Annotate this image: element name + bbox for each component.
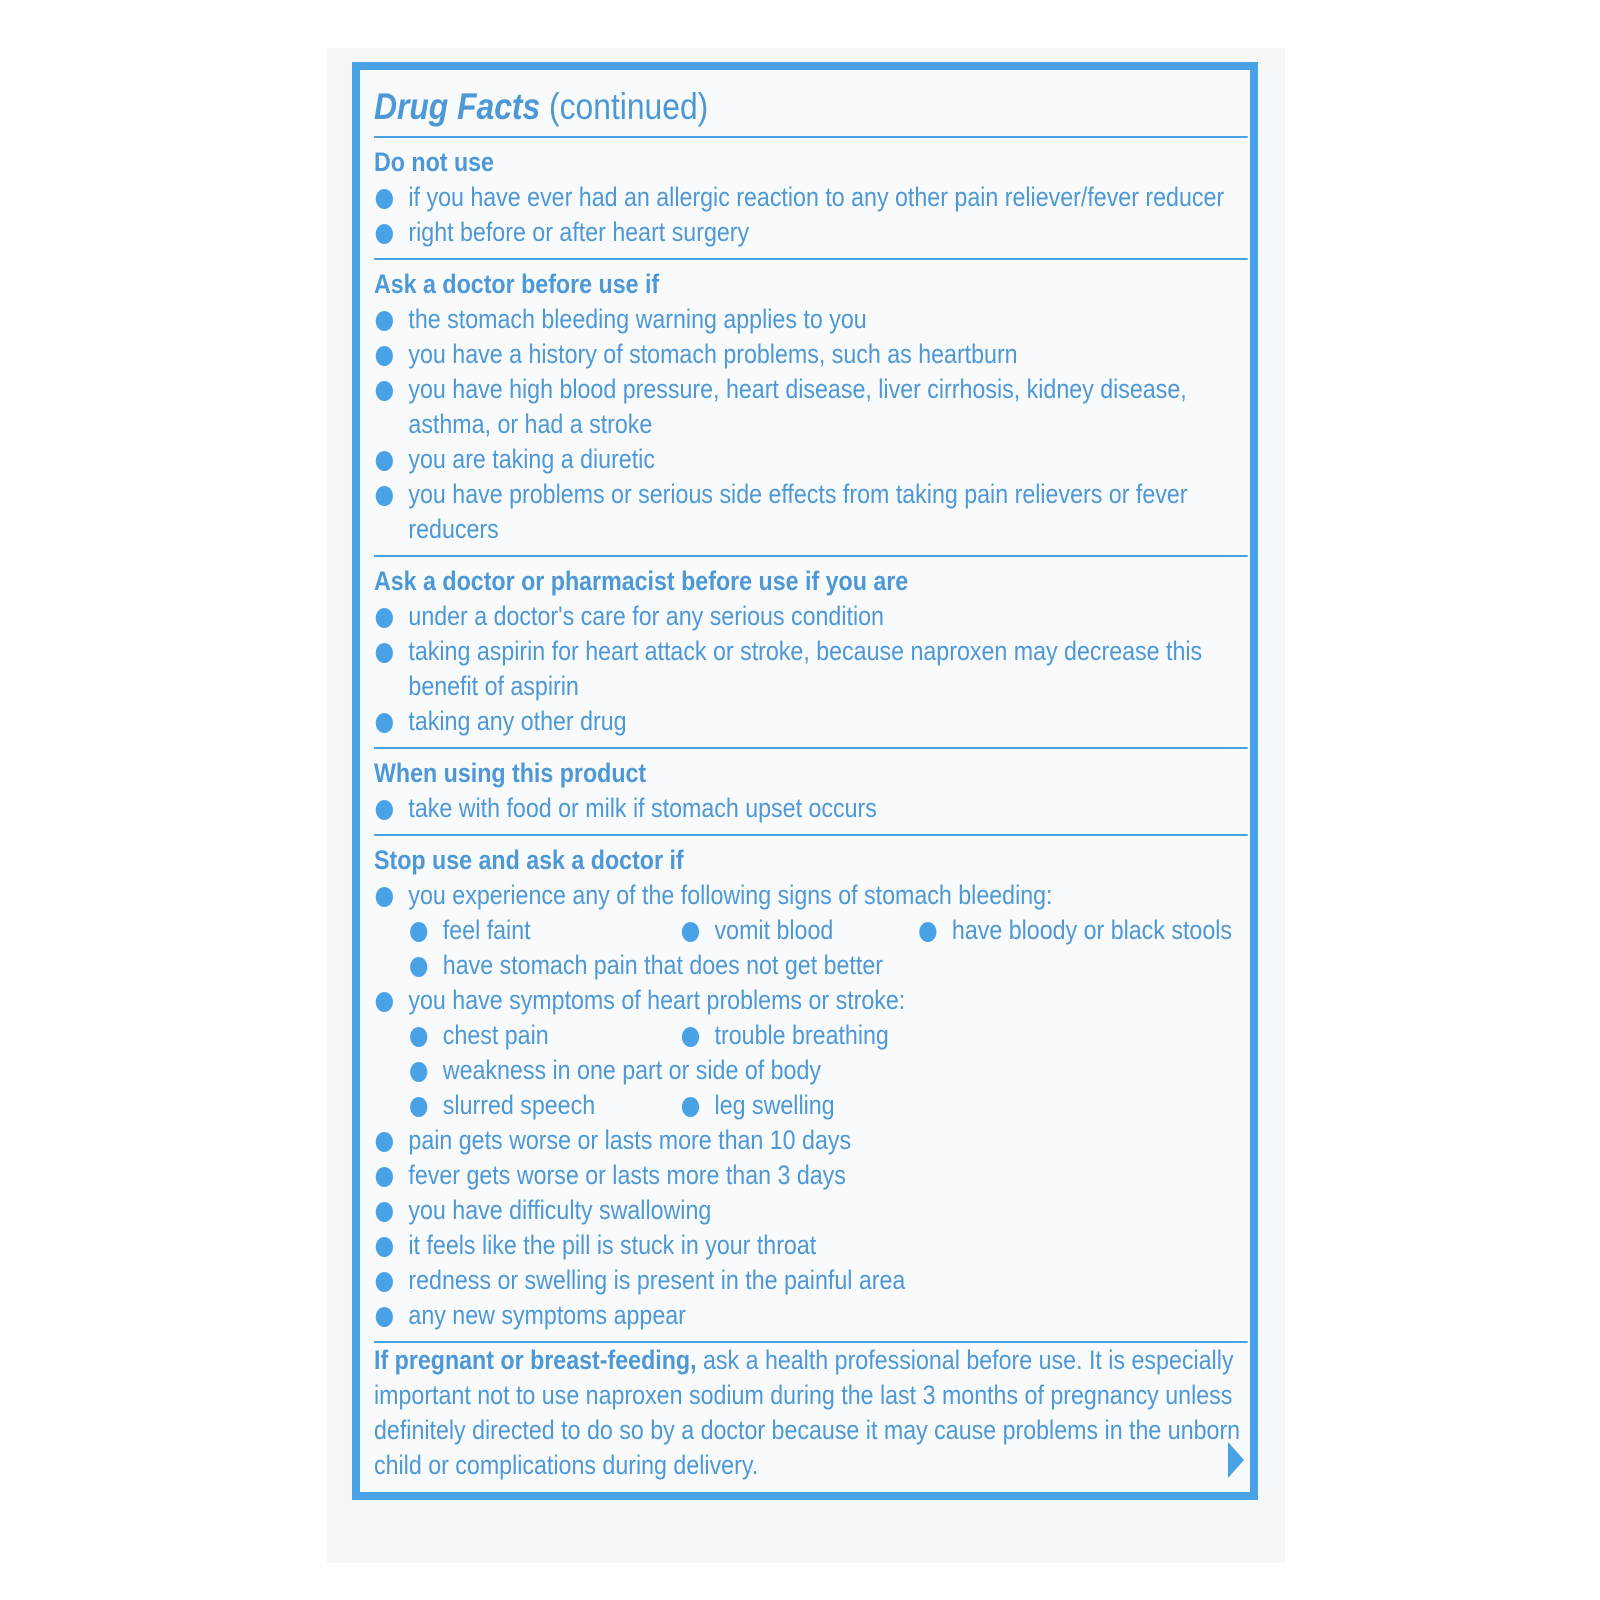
bullet-dot-icon — [682, 922, 699, 942]
bullet-dot-icon — [376, 451, 393, 471]
bullet-dot-icon — [376, 346, 393, 366]
bullet-dot-icon — [376, 1167, 393, 1187]
bullet-dot-icon — [682, 1097, 699, 1117]
item-text: any new symptoms appear — [408, 1300, 686, 1330]
drug-facts-content — [374, 84, 1248, 1491]
bullet-dot-icon — [376, 1272, 393, 1292]
pregnant-text: ask a health professional before use. It is especially important not to use naproxen sodium during the last 3 months of pregnancy unless definitely directed to do so by a doctor because it may cause problems in the unborn child or complications during delivery. — [374, 1345, 1241, 1480]
bullet-dot-icon — [410, 1097, 427, 1117]
item-text: you have problems or serious side effects from taking pain relievers or fever reducers — [408, 479, 1188, 544]
section-heading: Do not use — [374, 147, 494, 177]
bullet-dot-icon — [376, 1202, 393, 1222]
list-item — [374, 477, 1248, 547]
section-stop-use — [374, 836, 1248, 1343]
sub-list-row — [374, 1088, 1248, 1123]
title-rest: (continued) — [540, 86, 709, 127]
sub-list-item — [680, 1088, 834, 1123]
bullet-dot-icon — [682, 1027, 699, 1047]
bullet-dot-icon — [376, 887, 393, 907]
list-item — [374, 215, 1248, 250]
list-item — [374, 442, 1248, 477]
sub-list-item — [918, 913, 1232, 948]
item-text: you have a history of stomach problems, such as heartburn — [408, 339, 1018, 369]
bullet-dot-icon — [376, 1307, 393, 1327]
item-text: have bloody or black stools — [951, 915, 1233, 945]
item-text: have stomach pain that does not get better — [442, 950, 883, 980]
item-text: pain gets worse or lasts more than 10 days — [408, 1125, 852, 1155]
list-item — [374, 1158, 1248, 1193]
bullet-dot-icon — [376, 1132, 393, 1152]
item-text: taking aspirin for heart attack or stroke, because naproxen may decrease this benefit of aspirin — [408, 636, 1203, 701]
item-text: trouble breathing — [714, 1020, 889, 1050]
bullet-dot-icon — [919, 922, 936, 942]
list-item — [374, 791, 1248, 826]
list-item — [374, 983, 1248, 1018]
bullet-dot-icon — [376, 224, 393, 244]
bullet-dot-icon — [410, 957, 427, 977]
bullet-dot-icon — [376, 608, 393, 628]
list-item — [374, 372, 1248, 442]
sub-list-item — [408, 1088, 680, 1123]
item-text: weakness in one part or side of body — [442, 1055, 821, 1085]
item-text: right before or after heart surgery — [408, 217, 750, 247]
list-item — [374, 302, 1248, 337]
bullet-dot-icon — [410, 922, 427, 942]
bullet-dot-icon — [376, 486, 393, 506]
sub-list-item — [680, 913, 917, 948]
item-text: feel faint — [442, 915, 531, 945]
item-text: chest pain — [442, 1020, 549, 1050]
sub-list-row — [374, 1018, 1248, 1053]
section-heading: Ask a doctor or pharmacist before use if you are — [374, 566, 909, 596]
list-item — [374, 634, 1248, 704]
pregnant-lead: If pregnant or breast-feeding, — [374, 1345, 697, 1375]
list-item — [374, 180, 1248, 215]
sub-list-item — [408, 1018, 680, 1053]
list-item — [374, 1123, 1248, 1158]
bullet-dot-icon — [376, 713, 393, 733]
bullet-dot-icon — [376, 381, 393, 401]
sub-list-item — [680, 1018, 889, 1053]
item-text: under a doctor's care for any serious condition — [408, 601, 884, 631]
item-text: taking any other drug — [408, 706, 627, 736]
item-text: you have symptoms of heart problems or stroke: — [408, 985, 906, 1015]
list-item — [374, 1263, 1248, 1298]
list-item — [374, 337, 1248, 372]
list-item — [374, 1193, 1248, 1228]
list-item — [374, 1298, 1248, 1333]
title-bold: Drug Facts — [374, 86, 541, 127]
section-heading: Ask a doctor before use if — [374, 269, 660, 299]
item-text: the stomach bleeding warning applies to you — [408, 304, 867, 334]
item-text: slurred speech — [442, 1090, 596, 1120]
item-text: you have difficulty swallowing — [408, 1195, 712, 1225]
item-text: it feels like the pill is stuck in your throat — [408, 1230, 817, 1260]
item-text: redness or swelling is present in the painful area — [408, 1265, 906, 1295]
list-item — [374, 704, 1248, 739]
sub-list-item — [374, 1053, 1248, 1088]
item-text: you have high blood pressure, heart disease, liver cirrhosis, kidney disease, asthma, or had a stroke — [408, 374, 1187, 439]
bullet-dot-icon — [376, 189, 393, 209]
section-heading: Stop use and ask a doctor if — [374, 845, 684, 875]
bullet-dot-icon — [376, 643, 393, 663]
item-text: fever gets worse or lasts more than 3 days — [408, 1160, 846, 1190]
item-text: vomit blood — [714, 915, 834, 945]
bullet-dot-icon — [376, 1237, 393, 1257]
bullet-dot-icon — [376, 311, 393, 331]
section-pregnant — [374, 1343, 1248, 1491]
list-item — [374, 1228, 1248, 1263]
drug-facts-title — [374, 84, 1248, 138]
drug-facts-panel — [352, 62, 1258, 1500]
item-text: take with food or milk if stomach upset occurs — [408, 793, 877, 823]
continue-arrow-icon — [1228, 1442, 1244, 1478]
item-text: if you have ever had an allergic reaction to any other pain reliever/fever reducer — [408, 182, 1225, 212]
bullet-dot-icon — [410, 1027, 427, 1047]
item-text: you are taking a diuretic — [408, 444, 655, 474]
sub-list-row — [374, 913, 1248, 948]
section-ask-doctor — [374, 260, 1248, 557]
bullet-dot-icon — [376, 992, 393, 1012]
bullet-dot-icon — [376, 800, 393, 820]
sub-list-item — [374, 948, 1248, 983]
list-item — [374, 599, 1248, 634]
section-ask-pharmacist — [374, 557, 1248, 749]
section-heading: When using this product — [374, 758, 647, 788]
list-item — [374, 878, 1248, 913]
section-do-not-use — [374, 138, 1248, 260]
item-text: you experience any of the following signs of stomach bleeding: — [408, 880, 1053, 910]
sub-list-item — [408, 913, 680, 948]
item-text: leg swelling — [714, 1090, 835, 1120]
section-when-using — [374, 749, 1248, 836]
bullet-dot-icon — [410, 1062, 427, 1082]
